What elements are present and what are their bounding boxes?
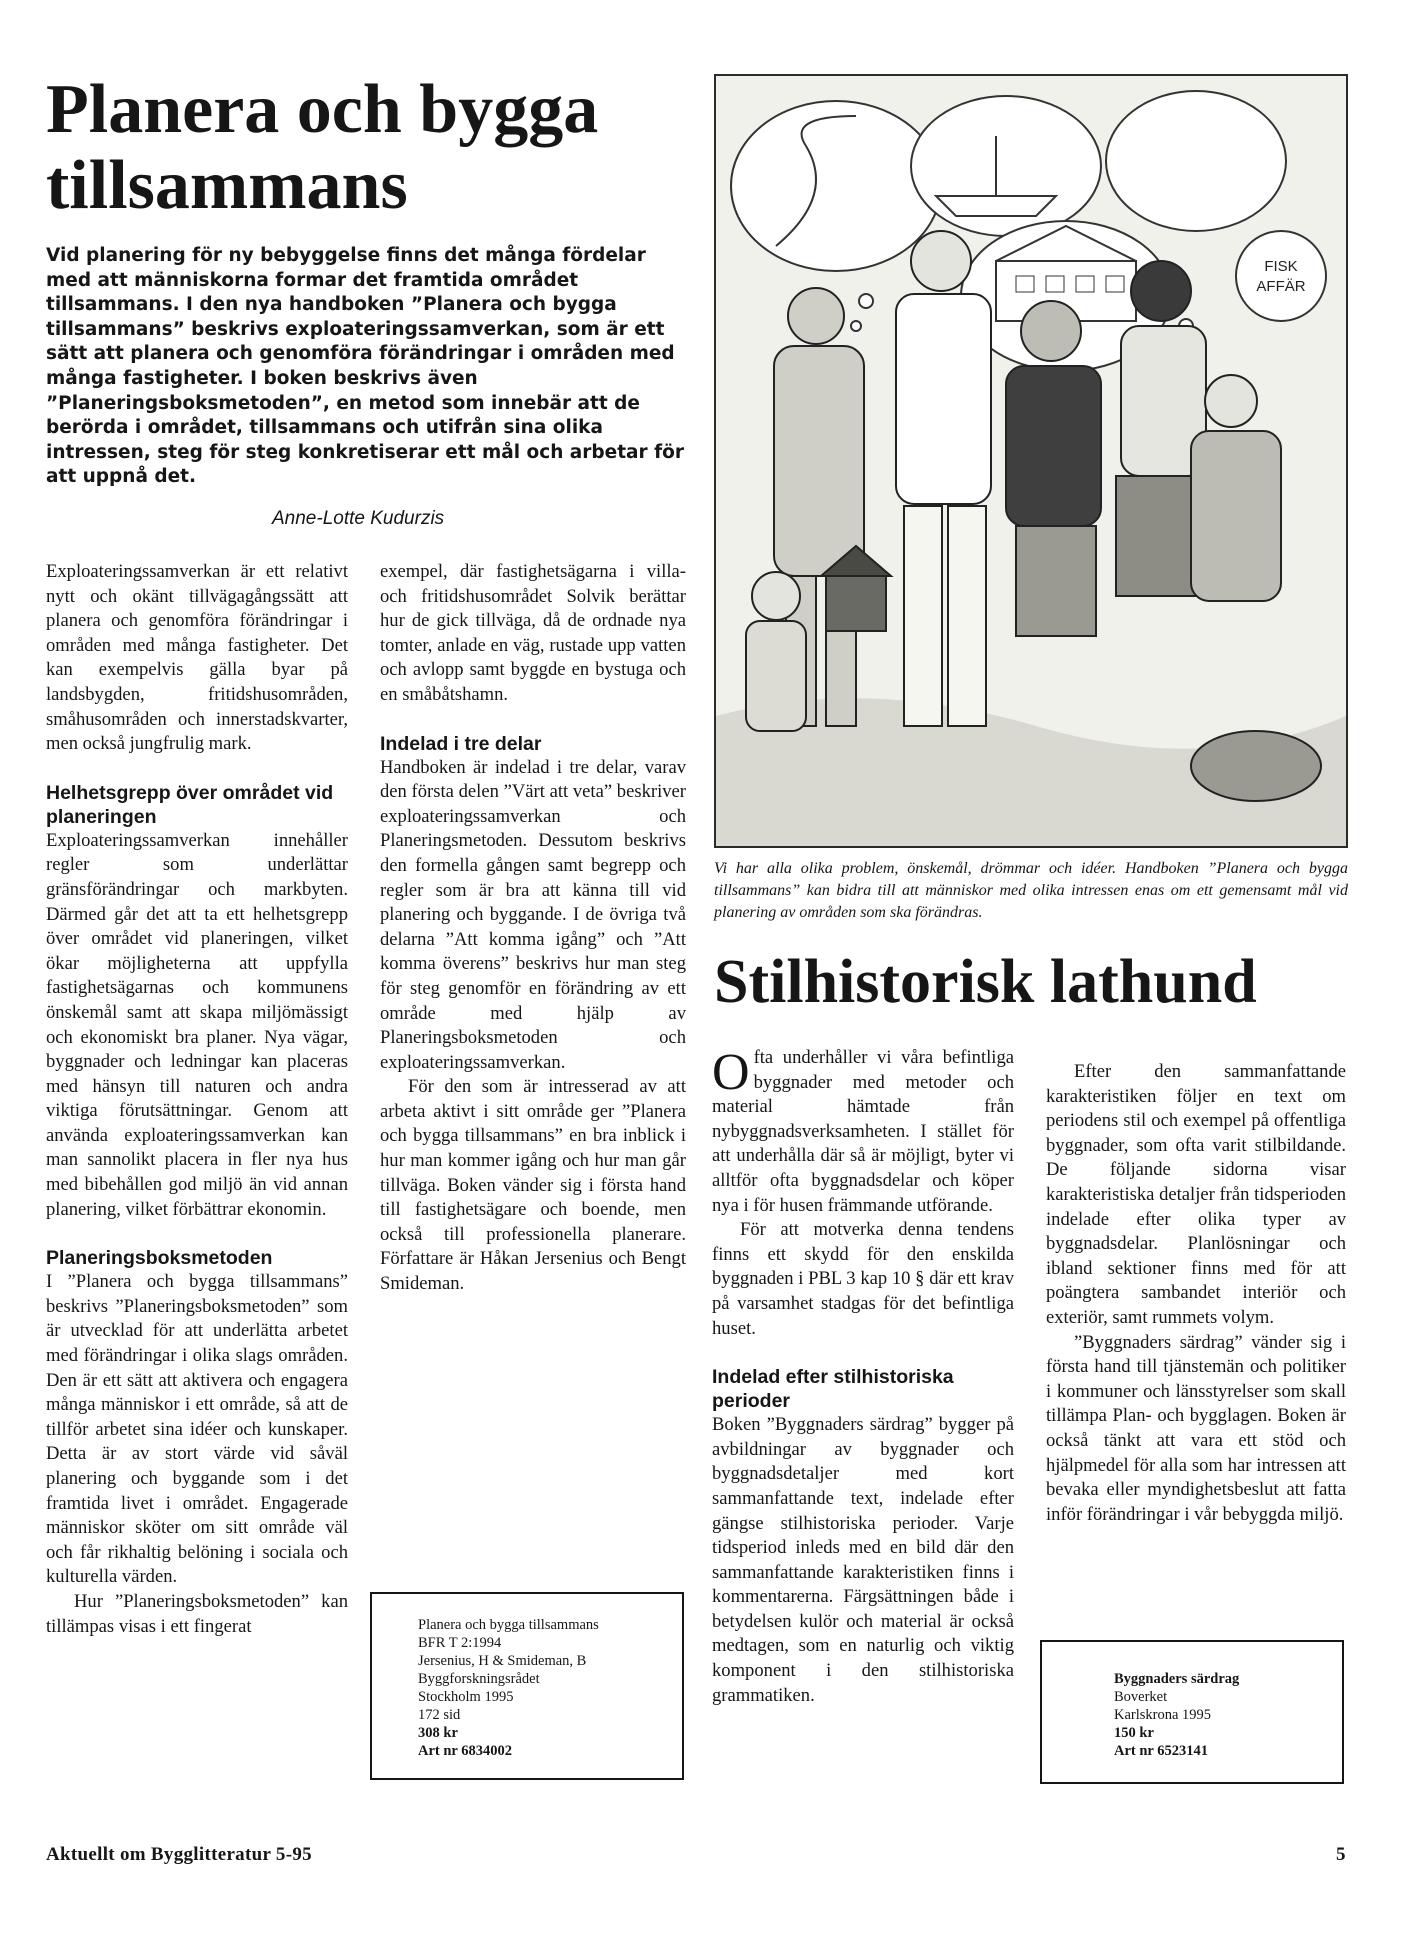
article-lead: Vid planering för ny bebyggelse finns det många fördelar med att människorna formar det framtida området tillsammans. I den nya handboken ”Planera och bygga tillsammans” beskrivs exploateringssamverkan, som är ett sätt att planera och genomföra förändringar i områden med många fastigheter. I boken beskrivs även ”Planeringsboksmetoden”, en metod som innebär att de berörda i området, tillsammans och utifrån sina olika intressen, steg för steg konkretiserar ett mål och arbetar för att uppnå det. [46,245,684,488]
article2-column-1 [712,1046,1014,1708]
publication-footer: Aktuellt om Bygglitteratur 5-95 [46,1844,312,1865]
subheading: Indelad i tre delar [380,732,542,755]
paragraph: För att motverka denna tendens finns ett skydd för den enskilda byggnaden i PBL 3 kap 10 § där ett krav på varsamhet stadgas för det befintliga huset. [712,1219,1014,1339]
book-info-box-2 [1040,1640,1344,1784]
subheading: Planeringsboksmetoden [46,1247,273,1270]
book-authors: Jersenius, H & Smideman, B [418,1653,587,1669]
paragraph-text: fta underhåller vi våra befintliga byggnader med metoder och material hämtade från nybyggnadsverksamheten. I stället för att underhålla där så är möjligt, byter vi alltför ofta byggnadsdelar och köper nya i för husen främmande utförande. [712,1047,1014,1216]
illustration-drawing [716,76,1346,846]
book-series: BFR T 2:1994 [418,1635,502,1651]
paragraph [712,1046,1014,1218]
drop-cap: O [712,1044,750,1101]
illustration-caption: Vi har alla olika problem, önskemål, drömmar och idéer. Handboken ”Planera och bygga tillsammans” kan bidra till att människor med olika intressen enas om ett gemensamt mål vid planering av områden som ska förändras. [714,860,1348,921]
paragraph: För den som är intresserad av att arbeta aktivt i sitt område ger ”Planera och bygga tillsammans” en bra inblick i hur man kommer igång och hur man går tillväga. Boken vänder sig i första hand till fastighetsägare och boende, men också till professionella planerare. Författare är Håkan Jersenius och Bengt Smideman. [380,1076,686,1295]
paragraph: Handboken är indelad i tre delar, varav den första delen ”Värt att veta” beskriver exploateringssamverkan och Planeringsmetoden. Dessutom beskrivs den formella gången samt begrepp och regler som är bra att känna till vid planering och byggande. I de övriga två delarna ”Att komma igång” och ”Att komma överens” beskrivs hur man steg för steg genomför en förändring av ett område med hjälp av Planeringsboksmetoden och exploateringssamverkan. [380,756,686,1073]
sign-text-line-1: FISK [1264,258,1298,275]
sign-text-line-2: AFFÄR [1256,278,1306,295]
paragraph: ”Byggnaders särdrag” vänder sig i första hand till tjänstemän och politiker i kommuner och länsstyrelser som skall tillämpa Plan- och bygglagen. Boken är också tänkt att vara ett stöd och hjälpmedel för alla som har intressen att bevaka eller myndighetsbeslut att fatta inför förändringar i vår bebyggda miljö. [1046,1331,1346,1525]
paragraph: Boken ”Byggnaders särdrag” bygger på avbildningar av byggnader och byggnadsdetaljer med kort sammanfattande text, indelade efter gängse stilhistoriska perioder. Varje tidsperiod inleds med en bild där den sammanfattande karakteristiken finns i kommentarerna. Färgsättningen både i betydelsen kulör och material är också medtagen, som en naturlig och viktig komponent i den stilhistoriska grammatiken. [712,1414,1014,1706]
article-title: Planera och bygga tillsammans [46,71,599,224]
subheading: Helhetsgrepp över området vid planeringen [46,781,334,828]
page-number: 5 [1336,1844,1346,1865]
book-info-box [370,1592,684,1780]
book-article-number: Art nr 6834002 [418,1743,512,1759]
article-column-2 [380,560,686,1297]
article2-column-2 [1046,1060,1346,1527]
book-place-year: Karlskrona 1995 [1114,1707,1212,1723]
book-place-year: Stockholm 1995 [418,1689,514,1705]
book-publisher: Byggforskningsrådet [418,1671,540,1687]
book-pages: 172 sid [418,1707,461,1723]
book-title: Byggnaders särdrag [1114,1671,1240,1687]
book-title: Planera och bygga tillsammans [418,1617,599,1633]
book-price: 308 kr [418,1725,458,1741]
article-title-2: Stilhistorisk lathund [714,948,1257,1016]
paragraph: Exploateringssamverkan innehåller regler som underlättar gränsförändringar och markbyten. Därmed går det att ta ett helhetsgrepp över området vid planeringen, vilket ökar möjligheterna att uppfylla fastighetsägarnas och kommunens önskemål samt att skapa miljömässigt och ekonomiskt bra planer. Nya vägar, byggnader och ledningar kan placeras med hänsyn till naturen och andra viktiga förutsättningar. Genom att använda exploateringssamverkan kan man sannolikt placera in fler nya hus med bibehållen god miljö än vid annan planering, vilket förbättrar ekonomin. [46,829,348,1220]
article-column-1 [46,560,348,1639]
paragraph: I ”Planera och bygga tillsammans” beskrivs ”Planeringsboksmetoden” som är utvecklad för att underlätta arbetet med förändringar i olika slags områden. Den är ett sätt att aktivera och engagera många människor i ett område, så att de tillför arbetet sina idéer och kunskaper. Detta är av stort värde vid såväl planering och byggande som i det framtida livet i området. Engagerade människor sköter om sitt område väl och får rikhaltig belöning i sociala och kulturella värden. [46,1271,348,1588]
book-price: 150 kr [1114,1725,1154,1741]
author-byline: Anne-Lotte Kudurzis [272,508,445,529]
book-article-number: Art nr 6523141 [1114,1743,1208,1759]
illustration [714,74,1348,848]
paragraph: Exploateringssamverkan är ett relativt nytt och okänt tillvägagångssätt att planera och genomföra förändringar i områden med många fastigheter. Det kan exempelvis gälla byar på landsbygden, fritidshusområden, småhusområden och innerstadskvarter, men också jungfrulig mark. [46,561,348,755]
subheading: Indelad efter stilhistoriska perioder [712,1366,954,1413]
paragraph: exempel, där fastighetsägarna i villa- och fritidshusområdet Solvik berättar hur de gick tillväga, då de ordnade nya tomter, anlade en väg, rustade upp vatten och avlopp samt byggde en bystuga och en småbåtshamn. [380,561,686,705]
book-publisher: Boverket [1114,1689,1168,1705]
paragraph: Efter den sammanfattande karakteristiken följer en text om periodens stil och exempel på offentliga byggnader, som ofta varit stilbildande. De följande sidorna visar karakteristiska detaljer från tidsperioden indelade efter olika typer av byggnadsdelar. Planlösningar och ibland sektioner finns med för att poängtera sambandet interiör och exteriör, samt rummets volym. [1046,1061,1346,1328]
paragraph: Hur ”Planeringsboksmetoden” kan tillämpas visas i ett fingerat [46,1590,348,1637]
